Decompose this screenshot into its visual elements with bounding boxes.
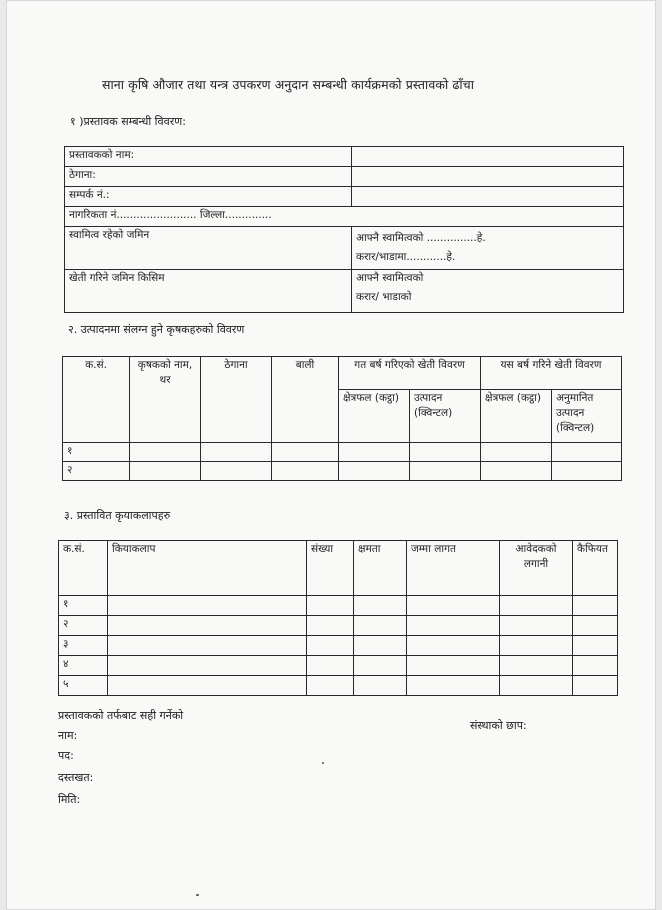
section1-heading: १ )प्रस्तावक सम्बन्धी विवरण: [70,115,186,128]
name-label: नाम: [58,729,78,742]
table-row [59,636,618,656]
cell[interactable] [410,462,481,481]
cell[interactable] [339,443,410,462]
cell[interactable] [552,443,622,462]
table-row [63,462,622,481]
col-est-production: अनुमानित उत्पादन (क्विन्टल) [552,390,622,443]
cell[interactable] [108,596,307,616]
section3-heading: ३. प्रस्तावित कृयाकलापहरु [64,509,171,522]
col-address: ठेगाना [201,357,272,443]
cell[interactable] [573,616,618,636]
farmers-table [62,356,622,481]
cell[interactable] [573,636,618,656]
cell[interactable] [407,656,500,676]
col-capacity: क्षमता [354,541,407,596]
col-activity: कियाकलाप [108,541,307,596]
ink-speck [196,894,199,896]
cell[interactable] [500,656,573,676]
organization-stamp-label: संस्थाको छाप: [470,719,527,732]
table-row [59,676,618,696]
cell[interactable] [500,676,573,696]
page-title: साना कृषि औजार तथा यन्त्र उपकरण अनुदान सम्बन्धी कार्यक्रमको प्रस्तावको ढाँचा [102,77,475,92]
lease-type-line: करार/ भाडाको [356,291,412,303]
cell[interactable] [573,676,618,696]
cell[interactable] [500,636,573,656]
col-quantity: संख्या [307,541,354,596]
land-owner-label: स्वामित्व रहेको जमिन [65,227,352,270]
col-sn: क.सं. [63,357,130,443]
contact-value[interactable] [352,187,624,207]
date-label: मिति: [58,793,81,806]
cell[interactable] [407,596,500,616]
cell[interactable] [272,443,339,462]
cell[interactable] [130,443,201,462]
land-type-label: खेती गरिने जमिन किसिम [65,270,352,313]
table-row [65,207,624,227]
cell[interactable] [354,596,407,616]
cell[interactable] [307,596,354,616]
col-this-year: यस बर्ष गरिने खेती विवरण [481,357,622,390]
applicant-details-table [64,146,624,313]
signature-label: दस्तखत: [58,771,94,784]
table-row [59,616,618,636]
col-remarks: कैफियत [573,541,618,596]
col-applicant-investment: आवेदकको लगानी [500,541,573,596]
cell[interactable] [307,636,354,656]
cell[interactable] [201,462,272,481]
col-area: क्षेत्रफल (कट्ठा) [339,390,410,443]
cell[interactable] [407,616,500,636]
land-owner-options [352,227,624,270]
cell[interactable] [552,462,622,481]
table-header-row [63,357,622,390]
cell[interactable] [354,676,407,696]
own-type-line: आफ्नै स्वामित्वको [356,272,424,284]
row-sn: ४ [59,656,108,676]
cell[interactable] [500,616,573,636]
citizenship-district-label: नागरिकता नं........................ जिल्ला.............. [65,207,624,227]
col-area2: क्षेत्रफल (कट्ठा) [481,390,552,443]
cell[interactable] [307,656,354,676]
applicant-name-value[interactable] [352,147,624,167]
cell[interactable] [307,676,354,696]
cell[interactable] [108,656,307,676]
cell[interactable] [272,462,339,481]
cell[interactable] [339,462,410,481]
cell[interactable] [407,676,500,696]
cell[interactable] [354,636,407,656]
contact-label: सम्पर्क नं.: [65,187,352,207]
activities-table [58,540,618,696]
table-row [65,167,624,187]
cell[interactable] [307,616,354,636]
table-row [63,443,622,462]
col-total-cost: जम्मा लागत [407,541,500,596]
ink-speck [322,762,324,764]
row-sn: २ [63,462,130,481]
land-type-options [352,270,624,313]
cell[interactable] [108,636,307,656]
lease-land-line: करार/भाडामा............हे. [356,251,456,263]
col-crop: बाली [272,357,339,443]
table-row [59,596,618,616]
cell[interactable] [573,596,618,616]
col-last-year: गत बर्ष गरिएको खेती विवरण [339,357,481,390]
address-value[interactable] [352,167,624,187]
cell[interactable] [500,596,573,616]
col-farmer-name: कृषकको नाम, थर [130,357,201,443]
cell[interactable] [481,443,552,462]
section2-heading: २. उत्पादनमा संलग्न हुने कृषकहरुको विवरण [68,323,245,336]
cell[interactable] [410,443,481,462]
table-row [65,270,624,313]
cell[interactable] [130,462,201,481]
col-production: उत्पादन (क्विन्टल) [410,390,481,443]
table-row [65,187,624,207]
own-land-line: आफ्नै स्वामित्वको ...............हे. [356,232,486,244]
table-row [65,147,624,167]
cell[interactable] [407,636,500,656]
cell[interactable] [201,443,272,462]
row-sn: २ [59,616,108,636]
table-header-row [59,541,618,596]
row-sn: १ [63,443,130,462]
post-label: पद: [58,749,74,762]
table-row [59,656,618,676]
cell[interactable] [481,462,552,481]
document-page [6,0,656,910]
col-sn: क.सं. [59,541,108,596]
cell[interactable] [354,656,407,676]
signatory-heading: प्रस्तावकको तर्फबाट सही गर्नेको [58,709,184,722]
applicant-name-label: प्रस्तावकको नाम: [65,147,352,167]
cell[interactable] [108,676,307,696]
table-row [65,227,624,270]
address-label: ठेगाना: [65,167,352,187]
row-sn: ३ [59,636,108,656]
row-sn: १ [59,596,108,616]
cell[interactable] [108,616,307,636]
row-sn: ५ [59,676,108,696]
cell[interactable] [573,656,618,676]
cell[interactable] [354,616,407,636]
